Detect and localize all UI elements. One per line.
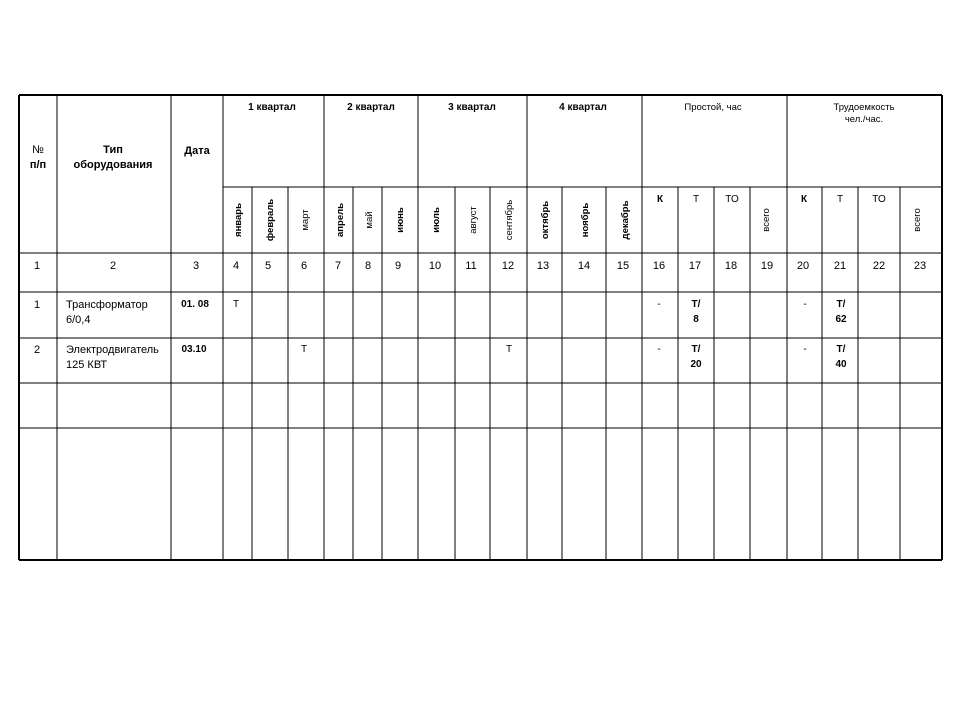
month-mark: Т xyxy=(300,344,308,355)
header-quarter-4: 4 квартал xyxy=(559,102,607,113)
month-mark: Т xyxy=(505,344,513,355)
month-header: февраль xyxy=(265,198,276,242)
column-number: 14 xyxy=(577,260,591,272)
column-number: 9 xyxy=(394,260,402,272)
column-number: 23 xyxy=(913,260,927,272)
downtime-t: Т/ xyxy=(691,299,701,310)
downtime-t: 8 xyxy=(693,314,699,325)
month-header: июнь xyxy=(395,207,406,233)
row-date: 01. 08 xyxy=(181,299,209,310)
header-labor-title-line1: Трудоемкость xyxy=(833,102,895,113)
column-number: 1 xyxy=(33,260,41,272)
labor-t: Т/ xyxy=(836,344,846,355)
column-number: 16 xyxy=(652,260,666,272)
column-numbers-row xyxy=(34,260,926,272)
month-header: март xyxy=(300,209,311,231)
header-quarter-3: 3 квартал xyxy=(448,102,496,113)
downtime-k: - xyxy=(657,299,661,310)
column-number: 6 xyxy=(300,260,308,272)
column-number: 19 xyxy=(760,260,774,272)
row-number: 1 xyxy=(33,299,41,311)
header-quarter-1: 1 квартал xyxy=(248,102,296,113)
downtime-col-to: ТО xyxy=(725,194,739,205)
labor-col-k: К xyxy=(800,194,808,205)
month-mark: Т xyxy=(232,299,240,310)
labor-t: 40 xyxy=(835,359,847,370)
column-number: 20 xyxy=(796,260,810,272)
equipment-name: 125 КВТ xyxy=(66,359,108,371)
downtime-t: 20 xyxy=(690,359,702,370)
column-number: 3 xyxy=(192,260,200,272)
column-number: 21 xyxy=(833,260,847,272)
column-number: 2 xyxy=(109,260,117,272)
month-header: апрель xyxy=(335,203,346,237)
downtime-col-k: К xyxy=(656,194,664,205)
month-header: октябрь xyxy=(540,200,551,240)
column-number: 18 xyxy=(724,260,738,272)
labor-k: - xyxy=(803,344,807,355)
labor-col-total: всего xyxy=(912,208,923,232)
column-number: 12 xyxy=(501,260,515,272)
header-date: Дата xyxy=(184,145,210,157)
column-number: 13 xyxy=(536,260,550,272)
downtime-t: Т/ xyxy=(691,344,701,355)
month-header: январь xyxy=(233,203,244,237)
labor-col-t: Т xyxy=(836,194,844,205)
equipment-name: Трансформатор xyxy=(66,299,148,311)
column-number: 22 xyxy=(872,260,886,272)
month-header: август xyxy=(468,206,479,234)
column-number: 4 xyxy=(232,260,240,272)
header-labor-title-line2: чел./час. xyxy=(844,114,884,125)
month-header: май xyxy=(364,211,375,229)
column-number: 11 xyxy=(465,260,477,272)
row-date: 03.10 xyxy=(181,344,207,355)
column-number: 15 xyxy=(616,260,630,272)
month-header: декабрь xyxy=(620,200,631,240)
column-number: 8 xyxy=(364,260,372,272)
row-number: 2 xyxy=(33,344,41,356)
equipment-name: 6/0,4 xyxy=(66,314,91,326)
month-header: ноябрь xyxy=(580,202,591,238)
column-number: 10 xyxy=(428,260,442,272)
labor-col-to: ТО xyxy=(872,194,886,205)
month-header: июль xyxy=(431,207,442,233)
labor-t: Т/ xyxy=(836,299,846,310)
header-downtime-title: Простой, час xyxy=(684,102,742,113)
downtime-col-t: Т xyxy=(692,194,700,205)
equipment-name: Электродвигатель xyxy=(66,344,159,356)
table-grid xyxy=(19,95,942,560)
column-number: 7 xyxy=(334,260,342,272)
header-quarter-2: 2 квартал xyxy=(347,102,395,113)
labor-t: 62 xyxy=(835,314,847,325)
column-number: 5 xyxy=(264,260,272,272)
header-type-line2: оборудования xyxy=(73,159,153,171)
labor-k: - xyxy=(803,299,807,310)
month-header: сентябрь xyxy=(504,199,515,241)
downtime-k: - xyxy=(657,344,661,355)
header-type-line1: Тип xyxy=(103,144,123,156)
downtime-col-total: всего xyxy=(761,208,772,232)
column-number: 17 xyxy=(688,260,702,272)
header-num-line2: п/п xyxy=(29,159,47,171)
header-num-line1: № xyxy=(32,144,44,156)
